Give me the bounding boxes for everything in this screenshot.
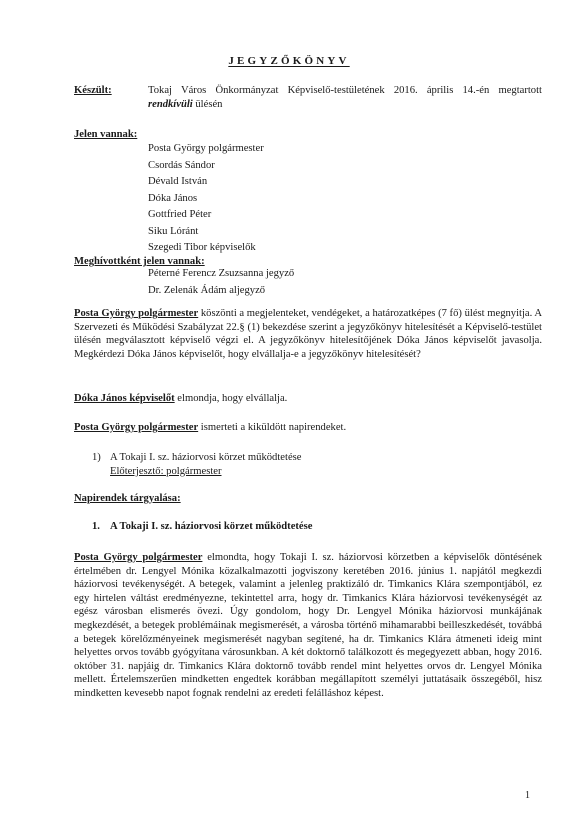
paragraph-text: elmondja, hogy elvállalja. — [174, 393, 288, 404]
agenda-list — [92, 451, 301, 478]
keszult-text-part2: ülésén — [192, 98, 223, 110]
meghivott-name-list — [148, 266, 294, 299]
keszult-label: Készült: — [74, 85, 112, 96]
paragraph-text: köszönti a megjelenteket, vendégeket, a határozatképes (7 fő) ülést megnyitja. A Szervezeti és Működési Szabályzat 22.§ (1) bekezdése szerint a jegyzőkönyv hitelesítését a Képviselő-testület ülésén megválasztott képviselő végzi el. A jegyzőkönyv hitelesítőjének Dóka János képviselőt javasolja. Megkérdezi Dóka János képviselőt, hogy elvállalja-e a jegyzőkönyv hitelesítését? — [74, 308, 542, 360]
napirendek-label: Napirendek tárgyalása: — [74, 493, 181, 504]
jelen-name: Dévald István — [148, 176, 208, 187]
agenda-heading — [92, 520, 312, 534]
jelen-name: Dóka János — [148, 192, 198, 204]
agenda-presenter: Előterjesztő: polgármester — [110, 465, 222, 477]
paragraph-discussion — [74, 551, 542, 701]
keszult-text-part1: Tokaj Város Önkormányzat Képviselő-testületének 2016. április 14.-én megtartott — [148, 85, 542, 96]
heading-number: 1. — [92, 521, 100, 532]
speaker-name: Posta György polgármester — [74, 422, 199, 433]
paragraph-text: ismerteti a kiküldött napirendeket. — [198, 422, 347, 433]
jelen-name: Posta György polgármester — [148, 143, 264, 154]
jelen-name-list — [148, 141, 264, 257]
heading-text: A Tokaji I. sz. háziorvosi körzet működtetése — [110, 521, 313, 532]
jelen-name: Gottfried Péter — [148, 209, 212, 220]
paragraph-text: elmondta, hogy Tokaji I. sz. háziorvosi körzetben a képviselők döntésének értelmében dr. Lengyel Mónika közalkalmazotti jogviszony keretében 2016. június 1. napjától megkezdi háziorvosi tevékenységét. A betegek, valamint a jelenleg praktizáló dr. Timkanics Klára szempontjából, ez egy hirtelen váltást eredményezne, tekintettel arra, hogy dr. Timkanics Klára háziorvosi tevékenységét az egész városban elismerés övezi. Úgy gondolom, hogy Dr. Lengyel Mónika háziorvosi munkájának megkezdését, a betegek problémáinak megismerését, a városba történő mihamarabbi beilleszkedését, továbbá a betegek körelőzményeinek megismerését nagyban segítené, ha dr. Timkanics Klára átmeneti ideig mint helyettes orvos tovább gyógyítana városunkban. A két doktornő találkozott és megegyezett abban, hogy 2016. október 31. napjáig dr. Timkanics Klára doktornő tovább rendel mint helyettes orvos dr. Lengyel Mónika mellett. Értelemszerűen mindketten engedtek korábban megállapított személyi juttatásaik összegéből, hisz mindketten kevesebb napot fognak rendelni az eredeti felálláshoz képest. — [74, 552, 542, 699]
jelen-name: Siku Lóránt — [148, 225, 199, 237]
jelen-label: Jelen vannak: — [74, 129, 138, 140]
meghivott-name: Péterné Ferencz Zsuzsanna jegyző — [148, 268, 295, 279]
keszult-text — [148, 84, 542, 111]
speaker-name: Posta György polgármester — [74, 308, 199, 319]
speaker-name: Dóka János képviselőt — [74, 393, 175, 404]
agenda-item: A Tokaji I. sz. háziorvosi körzet működtetése — [110, 452, 302, 463]
speaker-name: Posta György polgármester — [74, 552, 203, 563]
meghivott-name: Dr. Zelenák Ádám aljegyző — [148, 284, 266, 296]
page-number: 1 — [525, 790, 530, 801]
jelen-name: Szegedi Tibor képviselők — [148, 242, 256, 253]
paragraph-opening — [74, 307, 542, 361]
meghivott-label: Meghívottként jelen vannak: — [74, 256, 205, 267]
agenda-number: 1) — [92, 452, 101, 463]
paragraph-agenda-intro — [74, 421, 542, 435]
document-title: JEGYZŐKÖNYV — [228, 55, 350, 67]
jelen-name: Csordás Sándor — [148, 159, 215, 171]
keszult-emphasis: rendkívüli — [148, 98, 193, 110]
paragraph-acceptance — [74, 392, 542, 406]
